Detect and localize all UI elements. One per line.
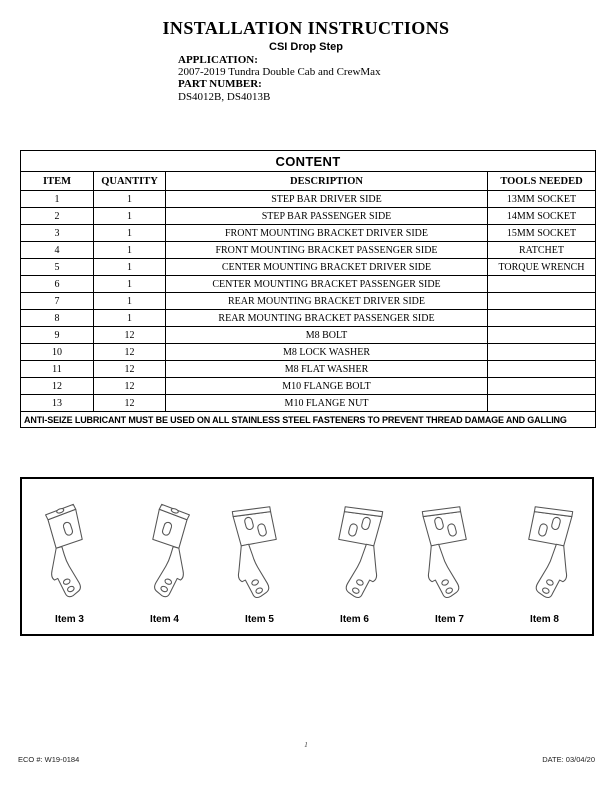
rear-mounting-bracket-icon bbox=[504, 497, 586, 611]
eco-number: ECO #: W19-0184 bbox=[18, 755, 80, 764]
description-cell: REAR MOUNTING BRACKET DRIVER SIDE bbox=[166, 293, 488, 310]
column-header-tools: TOOLS NEEDED bbox=[488, 172, 596, 191]
figure-item bbox=[212, 479, 307, 634]
quantity-cell: 1 bbox=[94, 225, 166, 242]
tools-cell: 14MM SOCKET bbox=[488, 208, 596, 225]
application-label: APPLICATION: bbox=[178, 54, 258, 66]
quantity-cell: 1 bbox=[94, 310, 166, 327]
description-cell: CENTER MOUNTING BRACKET DRIVER SIDE bbox=[166, 259, 488, 276]
tools-cell bbox=[488, 293, 596, 310]
description-cell: M10 FLANGE BOLT bbox=[166, 378, 488, 395]
item-cell: 6 bbox=[21, 276, 94, 293]
table-row bbox=[21, 208, 596, 225]
figure-item-label: Item 5 bbox=[245, 614, 274, 625]
quantity-cell: 12 bbox=[94, 327, 166, 344]
tools-cell bbox=[488, 344, 596, 361]
application-block bbox=[178, 54, 381, 103]
quantity-cell: 12 bbox=[94, 361, 166, 378]
item-cell: 13 bbox=[21, 395, 94, 412]
item-cell: 11 bbox=[21, 361, 94, 378]
column-header-item: ITEM bbox=[21, 172, 94, 191]
tools-cell bbox=[488, 276, 596, 293]
table-row bbox=[21, 191, 596, 208]
description-cell: M8 BOLT bbox=[166, 327, 488, 344]
part-number-label: PART NUMBER: bbox=[178, 78, 262, 91]
quantity-cell: 1 bbox=[94, 191, 166, 208]
tools-cell: RATCHET bbox=[488, 242, 596, 259]
table-row bbox=[21, 327, 596, 344]
page-number: 1 bbox=[304, 741, 308, 749]
column-header-description: DESCRIPTION bbox=[166, 172, 488, 191]
item-cell: 5 bbox=[21, 259, 94, 276]
figure-item bbox=[117, 479, 212, 634]
quantity-cell: 1 bbox=[94, 208, 166, 225]
center-mounting-bracket-icon bbox=[219, 497, 301, 611]
figure-item-label: Item 3 bbox=[55, 614, 84, 625]
item-cell: 2 bbox=[21, 208, 94, 225]
table-row bbox=[21, 242, 596, 259]
item-cell: 8 bbox=[21, 310, 94, 327]
quantity-cell: 1 bbox=[94, 242, 166, 259]
description-cell: CENTER MOUNTING BRACKET PASSENGER SIDE bbox=[166, 276, 488, 293]
part-number-value: DS4012B, DS4013B bbox=[178, 90, 271, 103]
item-cell: 7 bbox=[21, 293, 94, 310]
description-cell: M8 LOCK WASHER bbox=[166, 344, 488, 361]
column-header-quantity: QUANTITY bbox=[94, 172, 166, 191]
front-mounting-bracket-icon bbox=[29, 497, 111, 611]
item-cell: 3 bbox=[21, 225, 94, 242]
figure-item bbox=[402, 479, 497, 634]
item-cell: 1 bbox=[21, 191, 94, 208]
page-subtitle: CSI Drop Step bbox=[269, 41, 343, 53]
table-title: CONTENT bbox=[21, 151, 596, 172]
description-cell: FRONT MOUNTING BRACKET DRIVER SIDE bbox=[166, 225, 488, 242]
anti-seize-note: ANTI-SEIZE LUBRICANT MUST BE USED ON ALL STAINLESS STEEL FASTENERS TO PREVENT THREAD DAMAGE AND GALLING bbox=[21, 412, 596, 428]
rear-mounting-bracket-icon bbox=[409, 497, 491, 611]
tools-cell bbox=[488, 361, 596, 378]
table-row bbox=[21, 310, 596, 327]
description-cell: STEP BAR DRIVER SIDE bbox=[166, 191, 488, 208]
table-row bbox=[21, 259, 596, 276]
application-value: 2007-2019 Tundra Double Cab and CrewMax bbox=[178, 66, 381, 79]
item-cell: 9 bbox=[21, 327, 94, 344]
description-cell: REAR MOUNTING BRACKET PASSENGER SIDE bbox=[166, 310, 488, 327]
content-table bbox=[20, 150, 596, 428]
item-cell: 12 bbox=[21, 378, 94, 395]
tools-cell bbox=[488, 327, 596, 344]
quantity-cell: 1 bbox=[94, 293, 166, 310]
tools-cell: 15MM SOCKET bbox=[488, 225, 596, 242]
content-table-body bbox=[21, 191, 596, 412]
tools-cell bbox=[488, 310, 596, 327]
figure-item-label: Item 4 bbox=[150, 614, 179, 625]
description-cell: STEP BAR PASSENGER SIDE bbox=[166, 208, 488, 225]
table-row bbox=[21, 395, 596, 412]
tools-cell: 13MM SOCKET bbox=[488, 191, 596, 208]
table-header-row bbox=[21, 172, 596, 191]
figure-item-label: Item 8 bbox=[530, 614, 559, 625]
figure-item bbox=[22, 479, 117, 634]
tools-cell: TORQUE WRENCH bbox=[488, 259, 596, 276]
tools-cell bbox=[488, 378, 596, 395]
quantity-cell: 1 bbox=[94, 276, 166, 293]
table-row bbox=[21, 361, 596, 378]
item-cell: 10 bbox=[21, 344, 94, 361]
front-mounting-bracket-icon bbox=[124, 497, 206, 611]
quantity-cell: 1 bbox=[94, 259, 166, 276]
item-cell: 4 bbox=[21, 242, 94, 259]
figure-item-label: Item 6 bbox=[340, 614, 369, 625]
tools-cell bbox=[488, 395, 596, 412]
table-row bbox=[21, 276, 596, 293]
center-mounting-bracket-icon bbox=[314, 497, 396, 611]
table-row bbox=[21, 225, 596, 242]
quantity-cell: 12 bbox=[94, 378, 166, 395]
description-cell: FRONT MOUNTING BRACKET PASSENGER SIDE bbox=[166, 242, 488, 259]
table-row bbox=[21, 344, 596, 361]
figure-item-label: Item 7 bbox=[435, 614, 464, 625]
figure-item bbox=[497, 479, 592, 634]
figure-item bbox=[307, 479, 402, 634]
table-note-row bbox=[21, 412, 596, 428]
figure-box bbox=[20, 477, 594, 636]
description-cell: M10 FLANGE NUT bbox=[166, 395, 488, 412]
description-cell: M8 FLAT WASHER bbox=[166, 361, 488, 378]
table-title-row bbox=[21, 151, 596, 172]
quantity-cell: 12 bbox=[94, 395, 166, 412]
quantity-cell: 12 bbox=[94, 344, 166, 361]
table-row bbox=[21, 378, 596, 395]
page-title: INSTALLATION INSTRUCTIONS bbox=[162, 18, 450, 38]
date-label: DATE: 03/04/20 bbox=[542, 755, 595, 764]
table-row bbox=[21, 293, 596, 310]
